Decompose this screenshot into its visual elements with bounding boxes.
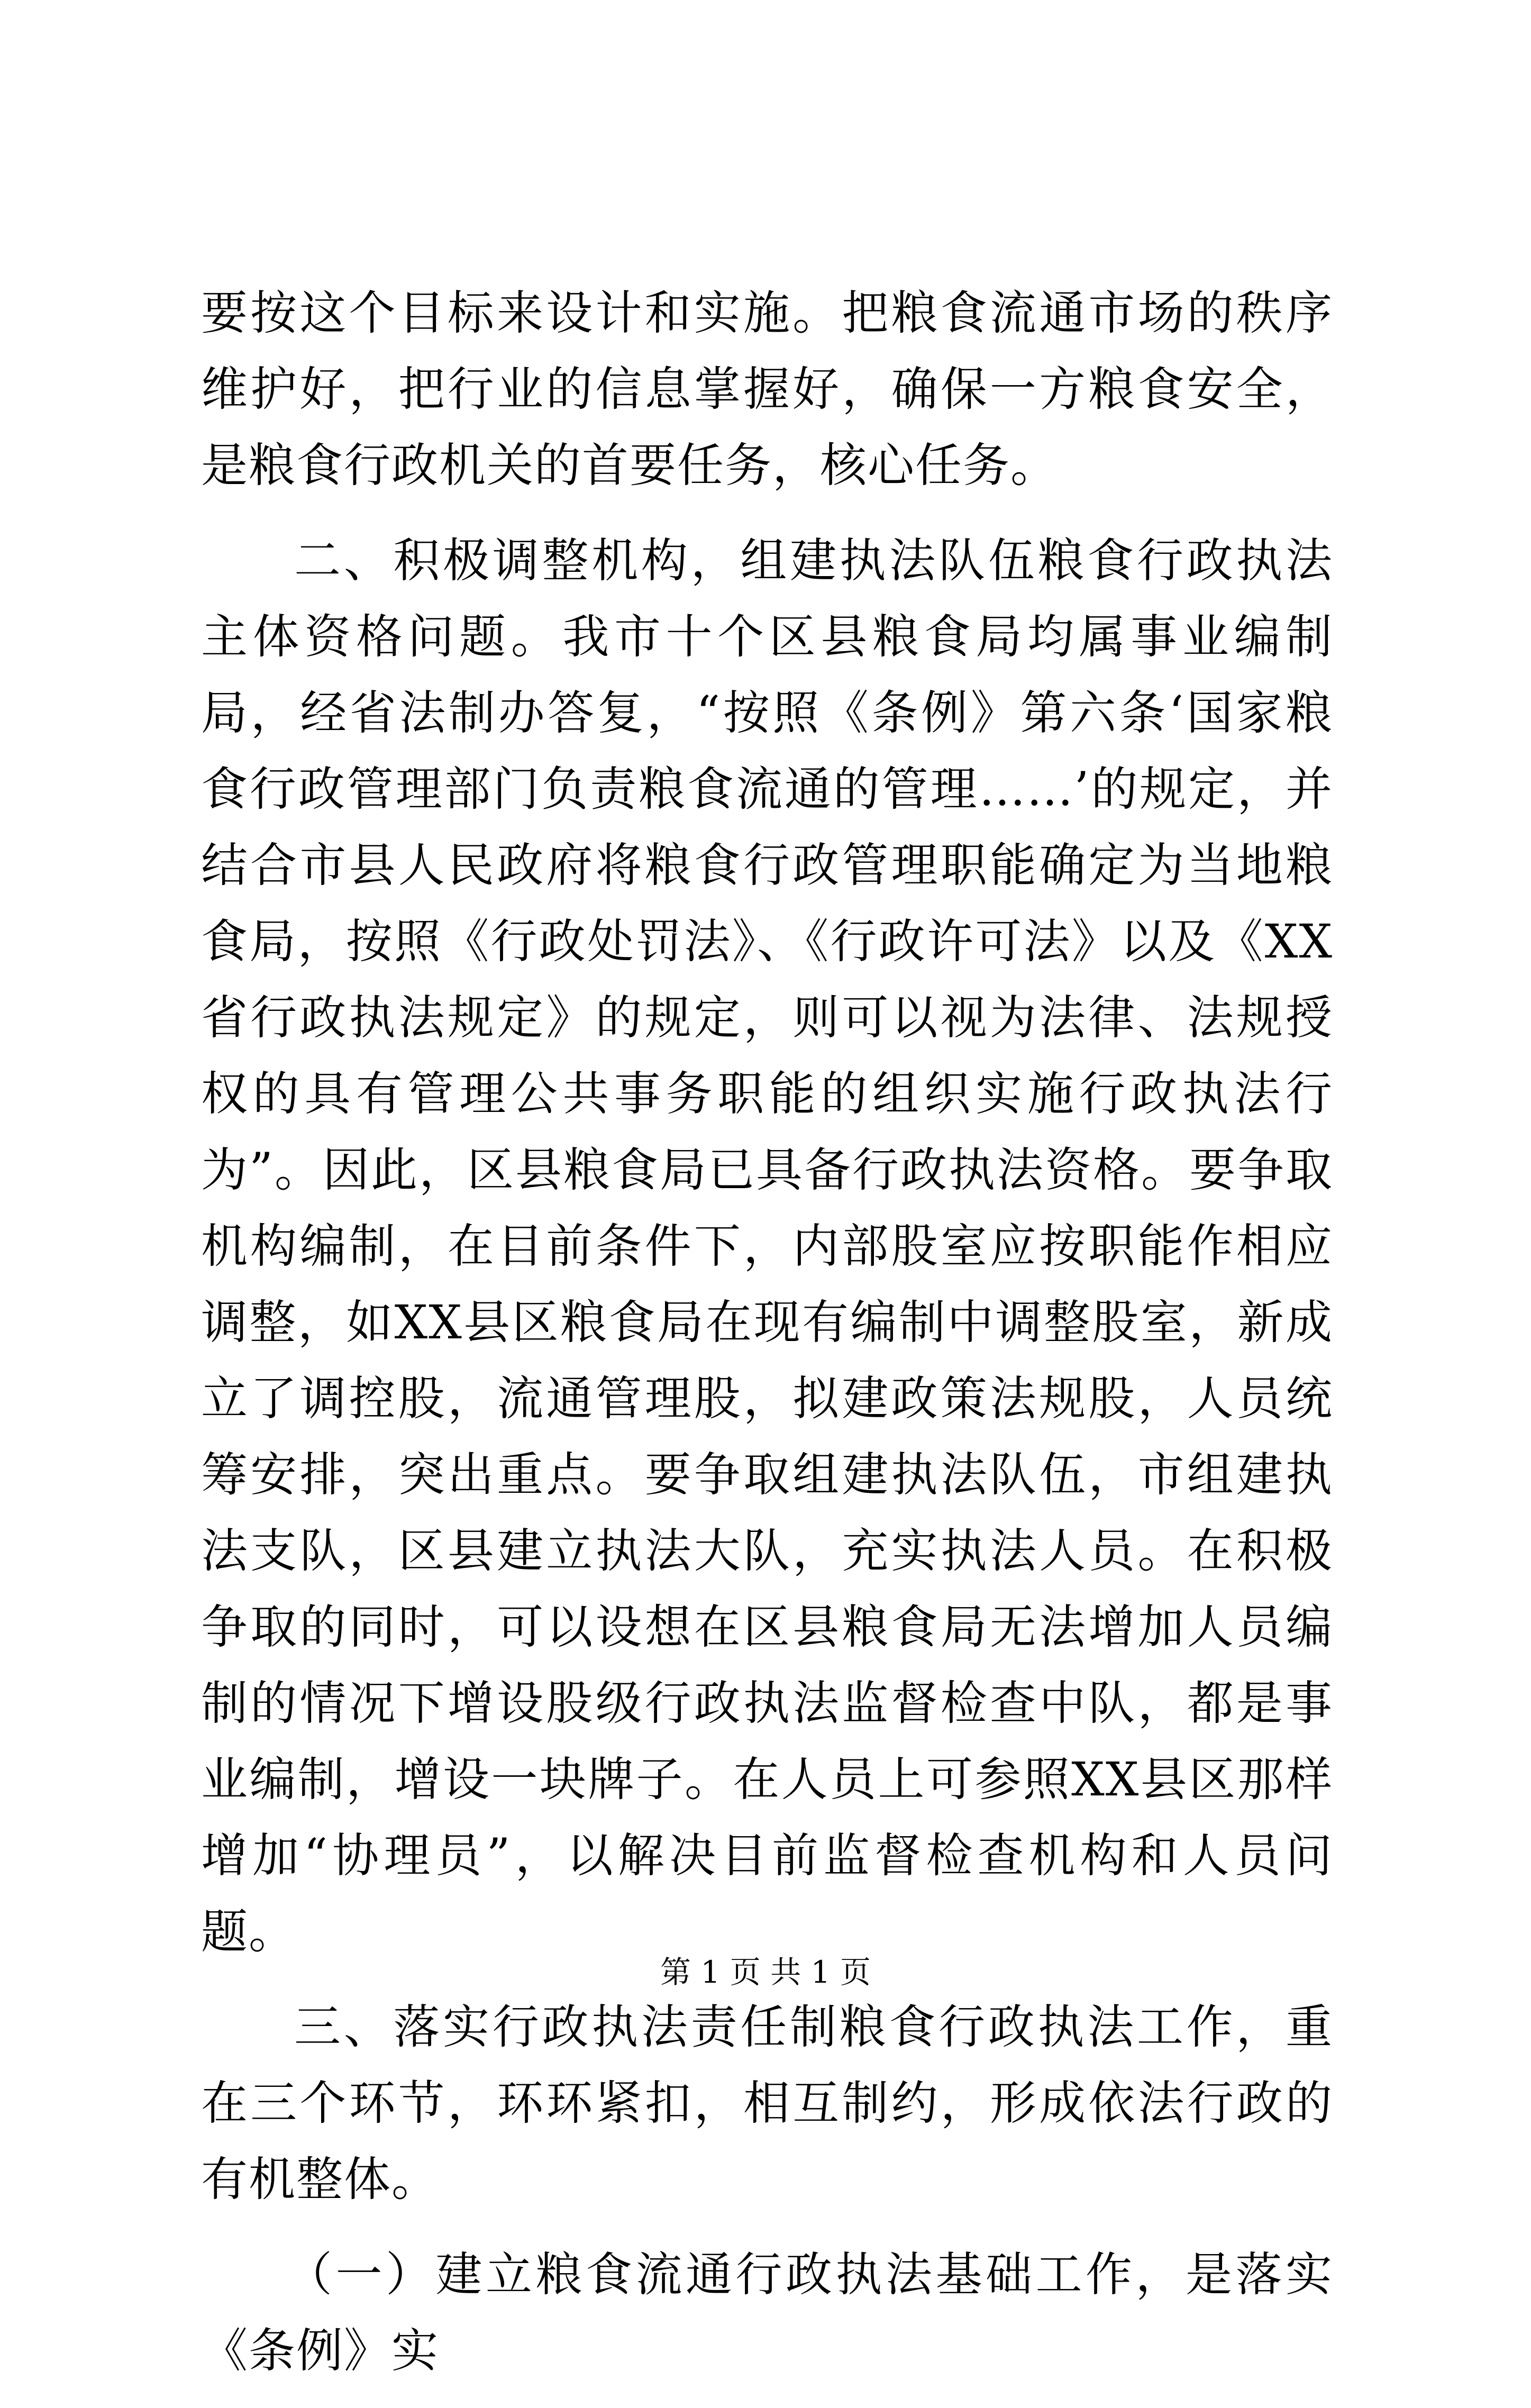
page-number-label: 第 1 页 共 1 页 [660, 1954, 871, 1990]
paragraph-3: 三、落实行政执法责任制粮食行政执法工作，重在三个环节，环环紧扣，相互制约，形成依法行政的有机整体。 [201, 2000, 1333, 2206]
paragraph-1: 要按这个目标来设计和实施。把粮食流通市场的秩序维护好，把行业的信息掌握好，确保一方粮食安全，是粮食行政机关的首要任务，核心任务。 [201, 286, 1333, 492]
paragraph-4: （一）建立粮食流通行政执法基础工作，是落实《条例》实 [201, 2247, 1333, 2378]
paragraph-2: 二、积极调整机构，组建执法队伍粮食行政执法主体资格问题。我市十个区县粮食局均属事业编制局，经省法制办答复，“按照《条例》第六条‘国家粮食行政管理部门负责粮食流通的管理……’的规定，并结合市县人民政府将粮食行政管理职能确定为当地粮食局，按照《行政处罚法》、《行政许可法》以及《XX省行政执法规定》的规定，则可以视为法律、法规授权的具有管理公共事务职能的组织实施行政执法行为”。因此，区县粮食局已具备行政执法资格。要争取机构编制，在目前条件下，内部股室应按职能作相应调整，如XX县区粮食局在现有编制中调整股室，新成立了调控股，流通管理股，拟建政策法规股，人员统筹安排，突出重点。要争取组建执法队伍，市组建执法支队，区县建立执法大队，充实执法人员。在积极争取的同时，可以设想在区县粮食局无法增加人员编制的情况下增设股级行政执法监督检查中队，都是事业编制，增设一块牌子。在人员上可参照XX县区那样增加“协理员”，以解决目前监督检查机构和人员问题。 [201, 533, 1333, 1959]
page-footer [0, 1951, 1531, 1993]
document-body [201, 275, 1333, 2408]
